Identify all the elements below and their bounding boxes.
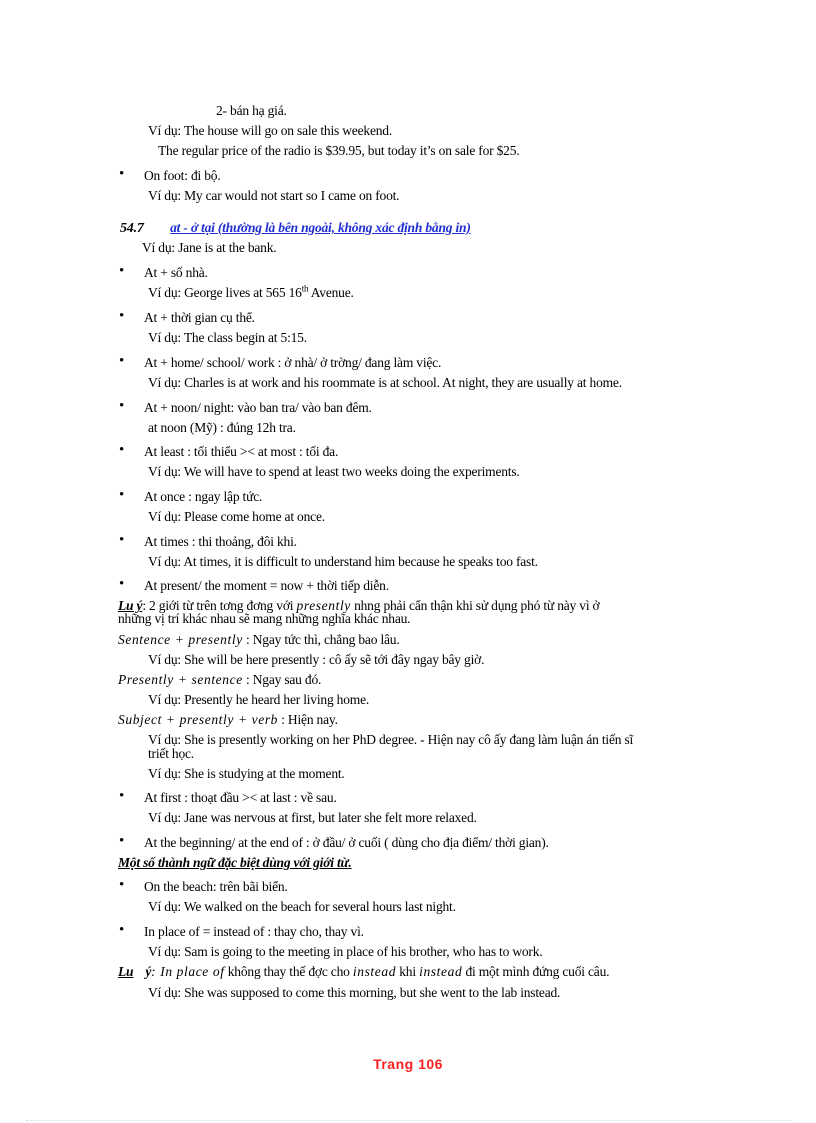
text-line: At least : tối thiểu >< at most : tối đa. — [144, 444, 339, 459]
text-line: Ví dụ: The class begin at 5:15. — [148, 330, 307, 345]
text-line: Ví dụ: My car would not start so I came on foot. — [148, 188, 400, 203]
text-line: triết học. — [148, 746, 194, 761]
text-line: At + home/ school/ work : ở nhà/ ở trờng/ đang làm việc. — [144, 355, 442, 370]
text-run: khi — [396, 964, 420, 979]
note-label: Lu ý — [118, 598, 143, 613]
footer-divider — [26, 1120, 792, 1121]
text-run: : 2 giới từ trên tơng đơng với — [142, 598, 297, 613]
bullet-icon: • — [119, 576, 125, 592]
text-run: : Hiện nay. — [278, 712, 338, 727]
subheading-text: Một số thành ngữ đặc biệt dùng với giới từ. — [118, 855, 352, 870]
bullet-icon: • — [119, 308, 125, 324]
bullet-icon: • — [119, 487, 125, 503]
text-line: Ví dụ: Charles is at work and his roommate is at school. At night, they are usually at home. — [148, 375, 622, 390]
text-run: : Ngay sau đó. — [242, 672, 322, 687]
section-heading — [120, 220, 471, 237]
text-line: Ví dụ: Please come home at once. — [148, 509, 325, 524]
text-line: Ví dụ: She will be here presently : cô ấy sẽ tới đây ngay bây giờ. — [148, 652, 485, 667]
bullet-icon: • — [119, 263, 125, 279]
text-run: Ví dụ: George lives at 565 16 — [148, 285, 302, 300]
text-line: At times : thi thoảng, đôi khi. — [144, 534, 297, 549]
text-line: At present/ the moment = now + thời tiếp diễn. — [144, 578, 389, 593]
text-line — [118, 672, 321, 688]
section-title: at - ở tại (thường là bên ngoài, không xác định bằng in) — [170, 220, 471, 235]
text-line: Ví dụ: She is presently working on her PhD degree. - Hiện nay cô ấy đang làm luận án tiến sĩ — [148, 732, 634, 747]
text-line: Ví dụ: Presently he heard her living home. — [148, 692, 370, 707]
text-run: : Ngay tức thì, chẳng bao lâu. — [242, 632, 400, 647]
text-run: Avenue. — [308, 285, 354, 300]
text-line — [118, 632, 400, 648]
text-line: At + noon/ night: vào ban tra/ vào ban đêm. — [144, 400, 372, 415]
note-label: Lu — [118, 964, 134, 979]
bullet-icon: • — [119, 353, 125, 369]
text-line: Ví dụ: She was supposed to come this morning, but she went to the lab instead. — [148, 985, 561, 1000]
text-line: On the beach: trên bãi biển. — [144, 879, 288, 894]
text-run-italic: Subject + presently + verb — [118, 712, 279, 727]
text-line: The regular price of the radio is $39.95, but today it’s on sale for $25. — [158, 143, 520, 158]
text-line: At + số nhà. — [144, 265, 208, 280]
text-run-italic: Presently + sentence — [118, 672, 243, 687]
text-line: At once : ngay lập tức. — [144, 489, 263, 504]
text-run-italic: instead — [352, 964, 397, 979]
text-run-italic: instead — [419, 964, 463, 979]
text-line: In place of = instead of : thay cho, thay vì. — [144, 924, 364, 939]
text-run: nhng phải cẩn thận khi sử dụng phó từ này vì ở — [350, 598, 600, 613]
text-line — [148, 285, 354, 301]
note-line — [118, 964, 609, 980]
bullet-icon: • — [119, 166, 125, 182]
text-line: Ví dụ: The house will go on sale this weekend. — [148, 123, 393, 138]
bullet-icon: • — [119, 442, 125, 458]
text-line — [118, 712, 338, 728]
text-run-italic: Sentence + presently — [118, 632, 243, 647]
text-line: Ví dụ: We will have to spend at least two weeks doing the experiments. — [148, 464, 520, 479]
section-number: 54.7 — [120, 221, 144, 236]
text-line: At the beginning/ at the end of : ở đầu/ ở cuối ( dùng cho địa điểm/ thời gian). — [144, 835, 549, 850]
text-line: At first : thoạt đầu >< at last : về sau. — [144, 790, 337, 805]
text-run: đi một mình đứng cuối câu. — [462, 964, 610, 979]
text-line: những vị trí khác nhau sẽ mang những nghĩa khác nhau. — [118, 611, 411, 626]
bullet-icon: • — [119, 788, 125, 804]
bullet-icon: • — [119, 833, 125, 849]
superscript: th — [301, 283, 309, 294]
text-line: Ví dụ: Jane was nervous at first, but later she felt more relaxed. — [148, 810, 477, 825]
bullet-icon: • — [119, 398, 125, 414]
text-line: Ví dụ: At times, it is difficult to understand him because he speaks too fast. — [148, 554, 538, 569]
note-label: ý — [145, 964, 152, 979]
subheading — [118, 855, 352, 871]
bullet-icon: • — [119, 532, 125, 548]
text-run: không thay thế đợc cho — [224, 964, 353, 979]
text-run-italic: presently — [296, 598, 351, 613]
bullet-icon: • — [119, 922, 125, 938]
text-line: at noon (Mỹ) : đúng 12h tra. — [148, 420, 296, 435]
text-line: 2- bán hạ giá. — [216, 103, 287, 118]
text-run-italic: : In place of — [151, 964, 225, 979]
text-line: At + thời gian cụ thể. — [144, 310, 255, 325]
text-line: Ví dụ: Sam is going to the meeting in place of his brother, who has to work. — [148, 944, 543, 959]
bullet-icon: • — [119, 877, 125, 893]
text-line: Ví dụ: She is studying at the moment. — [148, 766, 345, 781]
text-line: Ví dụ: Jane is at the bank. — [142, 240, 277, 255]
text-line: On foot: đi bộ. — [144, 168, 221, 183]
page-number: Trang 106 — [373, 1056, 443, 1072]
text-line: Ví dụ: We walked on the beach for several hours last night. — [148, 899, 456, 914]
